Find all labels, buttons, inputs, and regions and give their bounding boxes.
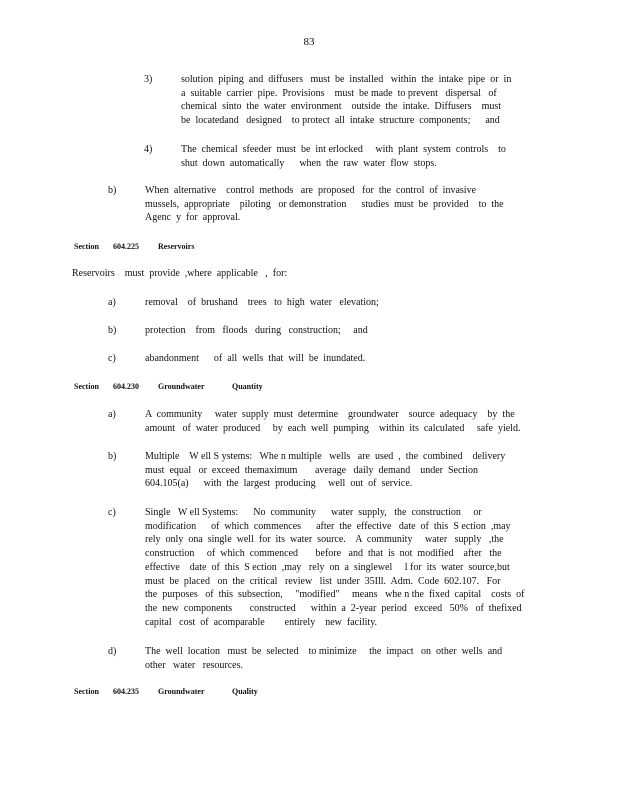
text-line: must equal or exceed themaximum average daily demand under Section xyxy=(145,464,478,476)
item-label: b) xyxy=(108,185,117,196)
section-number: 604.235 xyxy=(113,687,139,696)
text-line: shut down automatically when the raw water flow stops. xyxy=(181,157,437,169)
section-label: Section xyxy=(74,382,99,391)
item-label: c) xyxy=(108,353,116,364)
section-title: Groundwater xyxy=(158,687,205,696)
text-line: a suitable carrier pipe. Provisions must be made to prevent dispersal of xyxy=(181,87,497,99)
text-line: effective date of this S ection ,may rely on a singlewel l for its water source,but xyxy=(145,561,510,573)
section-title: Reservoirs xyxy=(158,242,195,251)
text-line: amount of water produced by each well pumping within its calculated safe yield. xyxy=(145,422,521,434)
text-line: rely only ona single well for its water source. A community water supply ,the xyxy=(145,534,504,546)
text-line: be locatedand designed to protect all intake structure components; and xyxy=(181,115,500,127)
text-line: A community water supply must determine groundwater source adequacy by the xyxy=(145,409,515,420)
item-label: c) xyxy=(108,507,116,518)
text-line: chemical sinto the water environment outside the intake. Diffusers must xyxy=(181,101,502,113)
text-line: abandonment of all wells that will be inundated. xyxy=(145,353,366,364)
text-line: When alternative control methods are proposed for the control of invasive xyxy=(145,185,477,196)
item-label: 4) xyxy=(144,144,153,155)
section-subtitle: Quantity xyxy=(232,382,263,391)
item-label: a) xyxy=(108,297,116,308)
section-title: Groundwater xyxy=(158,382,205,391)
text-line: The chemical sfeeder must be int erlocked with plant system controls to xyxy=(181,144,506,155)
text-line: the new components constructed within a 2-year period exceed 50% of thefixed xyxy=(145,602,522,614)
item-label: b) xyxy=(108,325,117,336)
section-number: 604.230 xyxy=(113,382,139,391)
text-line: removal of brushand trees to high water elevation; xyxy=(145,297,379,308)
text-line: construction of which commenced before and that is not modified after the xyxy=(145,548,502,560)
text-line: modification of which commences after the effective date of this S ection ,may xyxy=(145,520,511,532)
item-label: b) xyxy=(108,451,117,462)
paragraph-line: Reservoirs must provide ,where applicable , for: xyxy=(72,268,288,279)
text-line: the purposes of this subsection, "modified" means whe n the fixed capital costs of xyxy=(145,589,525,601)
text-line: Agenc y for approval. xyxy=(145,212,241,224)
section-number: 604.225 xyxy=(113,242,139,251)
text-line: other water resources. xyxy=(145,659,244,671)
section-label: Section xyxy=(74,687,99,696)
item-label: d) xyxy=(108,646,117,657)
section-subtitle: Quality xyxy=(232,687,258,696)
item-label: a) xyxy=(108,409,116,420)
text-line: 604.105(a) with the largest producing well out of service. xyxy=(145,478,413,490)
text-line: solution piping and diffusers must be installed within the intake pipe or in xyxy=(181,74,512,85)
text-line: The well location must be selected to minimize the impact on other wells and xyxy=(145,646,503,657)
page-number: 83 xyxy=(303,36,315,48)
item-label: 3) xyxy=(144,74,153,85)
text-line: mussels, appropriate piloting or demonstration studies must be provided to the xyxy=(145,198,504,210)
text-line: capital cost of acomparable entirely new facility. xyxy=(145,616,378,628)
text-line: Single W ell Systems: No community water supply, the construction or xyxy=(145,507,482,518)
text-line: must be placed on the critical review list under 35Ill. Adm. Code 602.107. For xyxy=(145,575,501,587)
text-line: Multiple W ell S ystems: Whe n multiple wells are used , the combined delivery xyxy=(145,451,506,462)
section-label: Section xyxy=(74,242,99,251)
text-line: protection from floods during construction; and xyxy=(145,325,368,336)
